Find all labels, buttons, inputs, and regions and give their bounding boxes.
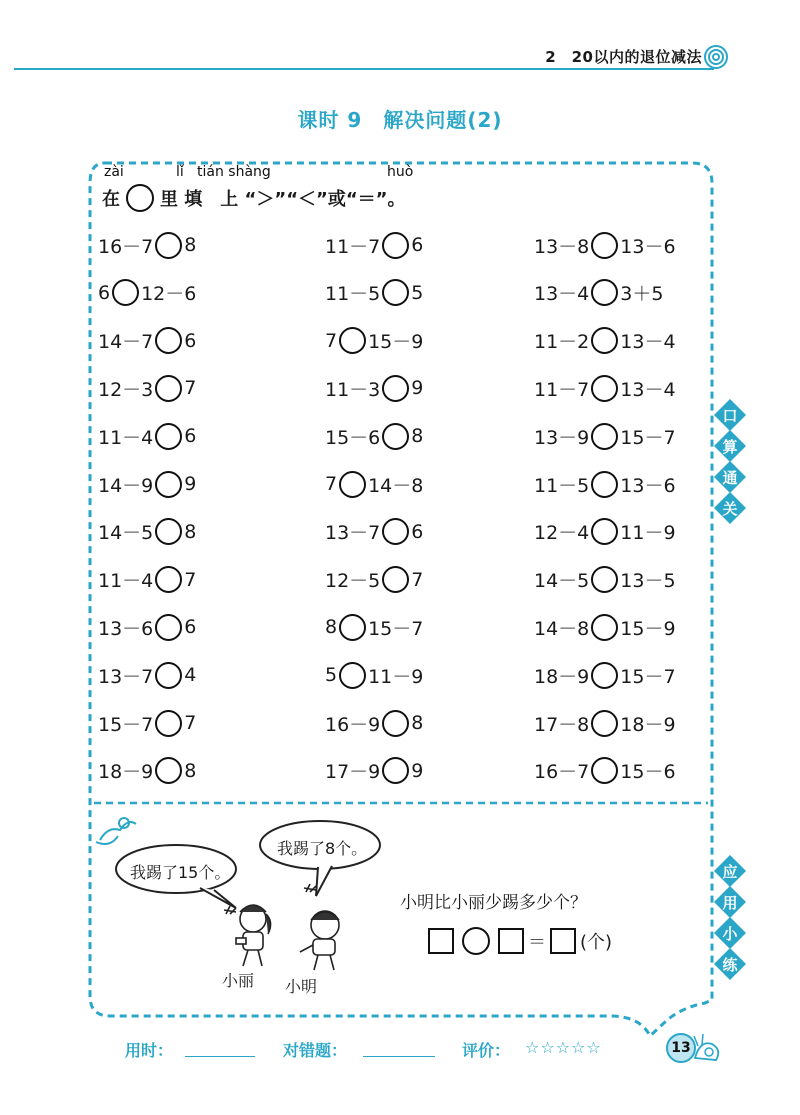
exercise-left: 17－8 bbox=[534, 713, 590, 736]
exercise-right: 15－6 bbox=[620, 761, 676, 784]
side-tab-label: 用 bbox=[722, 893, 738, 912]
side-tab-label: 通 bbox=[722, 468, 738, 487]
name-xiaoli: 小丽 bbox=[222, 971, 255, 990]
exercise-left: 7 bbox=[325, 473, 338, 495]
exercise-right: 7 bbox=[184, 568, 197, 591]
exercise-left: 14－9 bbox=[98, 474, 154, 497]
exercise-left: 8 bbox=[325, 616, 338, 639]
exercise-right: 8 bbox=[184, 234, 197, 256]
exercise-right: 15－7 bbox=[368, 617, 424, 640]
exercise-right: 13－6 bbox=[620, 474, 676, 497]
exercise-left: 13－7 bbox=[325, 522, 381, 545]
exercise-left: 16－7 bbox=[98, 235, 154, 258]
equals-sign: ＝ bbox=[528, 932, 546, 953]
exercise-right: 15－7 bbox=[620, 665, 676, 688]
exercise-right: 8 bbox=[411, 425, 424, 448]
exercise-left: 13－8 bbox=[534, 235, 590, 258]
exercise-right: 9 bbox=[184, 473, 197, 495]
instruction-prefix: 在 bbox=[102, 189, 120, 210]
exercise-left: 17－9 bbox=[325, 761, 381, 784]
exercise-right: 4 bbox=[184, 664, 197, 687]
chapter-header: 2 20以内的退位减法 bbox=[545, 48, 702, 66]
exercise-right: 13－5 bbox=[620, 570, 676, 593]
exercise-left: 16－7 bbox=[534, 761, 590, 784]
lesson-title: 课时 9 解决问题(2) bbox=[297, 108, 503, 132]
exercise-right: 14－8 bbox=[368, 474, 424, 497]
exercise-left: 11－3 bbox=[325, 378, 381, 401]
exercise-right: 15－9 bbox=[368, 331, 424, 354]
exercise-right: 8 bbox=[411, 712, 424, 734]
exercise-left: 12－3 bbox=[98, 378, 154, 401]
side-tab-label: 小 bbox=[722, 924, 738, 943]
pinyin-tian-shang: tián shàng bbox=[197, 164, 271, 180]
exercise-left: 13－4 bbox=[534, 283, 590, 306]
exercise-right: 13－4 bbox=[620, 331, 676, 354]
exercise-left: 14－8 bbox=[534, 617, 590, 640]
side-tab-label: 口 bbox=[722, 406, 738, 425]
rating-label: 评价： bbox=[462, 1041, 511, 1060]
exercise-left: 13－9 bbox=[534, 426, 590, 449]
instruction-suffix: 里 填 上 “＞”“＜”或“＝”。 bbox=[160, 189, 406, 210]
correct-label: 对错题： bbox=[283, 1041, 348, 1060]
exercise-right: 6 bbox=[184, 425, 197, 448]
exercise-left: 11－4 bbox=[98, 570, 154, 593]
rating-stars[interactable]: ☆☆☆☆☆ bbox=[525, 1038, 602, 1057]
exercise-right: 9 bbox=[411, 759, 424, 782]
exercise-left: 14－7 bbox=[98, 331, 154, 354]
pinyin-li: lǐ bbox=[176, 164, 184, 180]
time-label: 用时： bbox=[125, 1041, 174, 1060]
exercise-right: 6 bbox=[184, 616, 197, 639]
exercise-right: 13－6 bbox=[620, 235, 676, 258]
exercise-right: 3＋5 bbox=[620, 283, 664, 306]
exercise-left: 12－4 bbox=[534, 522, 590, 545]
exercise-left: 15－7 bbox=[98, 713, 154, 736]
exercise-left: 12－5 bbox=[325, 570, 381, 593]
exercise-left: 13－7 bbox=[98, 665, 154, 688]
problem-question: 小明比小丽少踢多少个？ bbox=[400, 893, 587, 913]
exercise-right: 6 bbox=[411, 234, 424, 256]
answer-unit: (个) bbox=[580, 932, 613, 953]
exercise-left: 15－6 bbox=[325, 426, 381, 449]
side-tab-label: 算 bbox=[722, 437, 738, 456]
exercise-right: 6 bbox=[411, 520, 424, 543]
page-number: 13 bbox=[666, 1033, 696, 1063]
exercise-right: 11－9 bbox=[368, 665, 424, 688]
side-tab-label: 练 bbox=[722, 955, 738, 974]
exercise-left: 18－9 bbox=[98, 761, 154, 784]
exercise-right: 9 bbox=[411, 377, 424, 400]
exercise-right: 15－9 bbox=[620, 617, 676, 640]
exercise-left: 6 bbox=[98, 281, 111, 304]
exercise-right: 18－9 bbox=[620, 713, 676, 736]
exercise-left: 5 bbox=[325, 664, 338, 687]
exercise-right: 13－4 bbox=[620, 378, 676, 401]
exercise-right: 7 bbox=[411, 568, 424, 591]
exercise-right: 8 bbox=[184, 520, 197, 543]
exercise-left: 16－9 bbox=[325, 713, 381, 736]
exercise-left: 11－7 bbox=[325, 235, 381, 258]
exercise-right: 11－9 bbox=[620, 522, 676, 545]
exercise-right: 5 bbox=[411, 281, 424, 304]
side-tab-label: 关 bbox=[722, 499, 738, 518]
pinyin-zai: zài bbox=[104, 164, 124, 180]
exercise-left: 7 bbox=[325, 329, 338, 352]
exercise-right: 7 bbox=[184, 712, 197, 734]
exercise-left: 11－4 bbox=[98, 426, 154, 449]
exercise-left: 11－5 bbox=[534, 474, 590, 497]
pinyin-huo: huò bbox=[387, 164, 414, 180]
name-xiaoming: 小明 bbox=[285, 977, 318, 996]
exercise-left: 11－2 bbox=[534, 331, 590, 354]
bubble-right-text: 我踢了8个。 bbox=[277, 839, 368, 858]
exercise-right: 8 bbox=[184, 759, 197, 782]
exercise-left: 18－9 bbox=[534, 665, 590, 688]
exercise-left: 14－5 bbox=[98, 522, 154, 545]
exercise-right: 12－6 bbox=[141, 283, 197, 306]
exercise-left: 13－6 bbox=[98, 617, 154, 640]
exercise-right: 6 bbox=[184, 329, 197, 352]
exercise-left: 11－7 bbox=[534, 378, 590, 401]
exercise-right: 15－7 bbox=[620, 426, 676, 449]
exercise-left: 11－5 bbox=[325, 283, 381, 306]
side-tab-label: 应 bbox=[722, 862, 738, 881]
exercise-left: 14－5 bbox=[534, 570, 590, 593]
bubble-left-text: 我踢了15个。 bbox=[130, 863, 231, 882]
exercise-right: 7 bbox=[184, 377, 197, 400]
